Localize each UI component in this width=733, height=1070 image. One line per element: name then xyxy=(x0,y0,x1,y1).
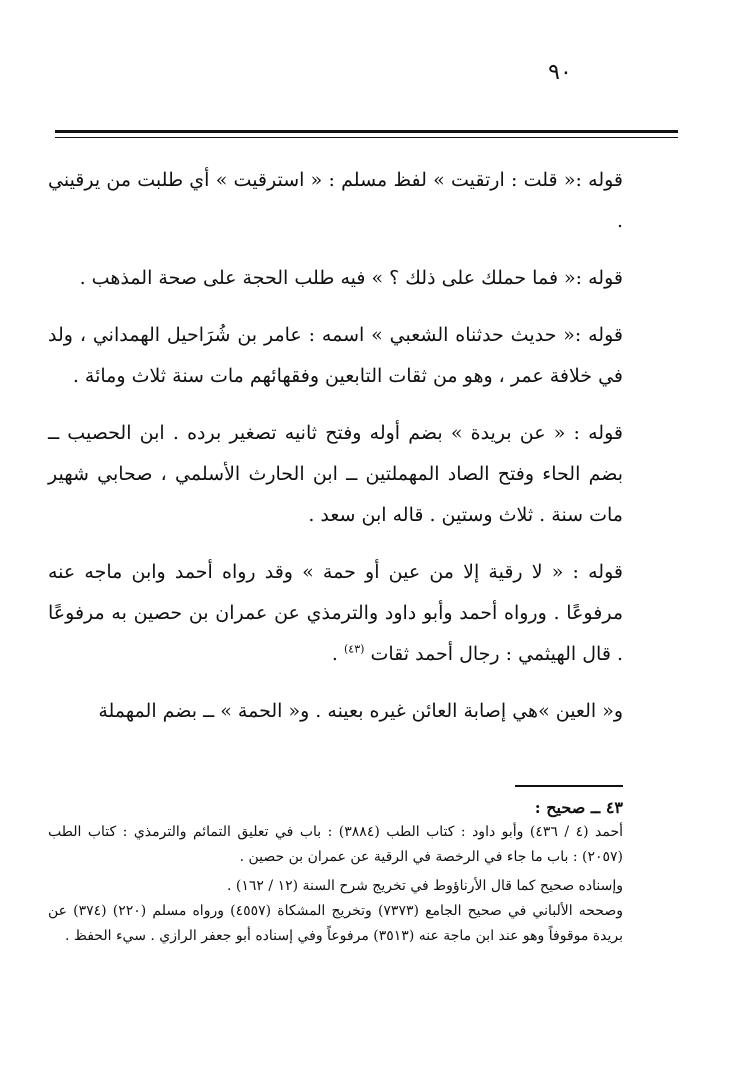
paragraph-2: قوله :« فما حملك على ذلك ؟ » فيه طلب الحجة على صحة المذهب . xyxy=(79,267,623,289)
header-rule-thick xyxy=(55,130,678,133)
paragraph-5: قوله : « لا رقية إلا من عين أو حمة » وقد رواه أحمد وابن ماجه عنه مرفوعًا . ورواه أحمد وأبو داود والترمذي عن عمران بن حصين به مرفوعًا . قال الهيثمي : رجال أحمد ثقات $^{(٤٣)}$ . xyxy=(48,561,623,665)
footnote-line-3: وصححه الألباني في صحيح الجامع (٧٣٧٣) وتخريج المشكاة (٤٥٥٧) ورواه مسلم (٢٢٠) (٣٧٤) عن بريدة موقوفاً وهو عند ابن ماجة عنه (٣٥١٣) مرفوعاً وفي إسناده أبو جعفر الرازي . سيء الحفظ . xyxy=(48,903,623,944)
paragraph-4: قوله : « عن بريدة » بضم أوله وفتح ثانيه تصغير برده . ابن الحصيب ــ بضم الحاء وفتح الصاد المهملتين ــ ابن الحارث الأسلمي ، صحابي شهير مات سنة . ثلاث وستين . قاله ابن سعد . xyxy=(48,422,623,526)
paragraph-1: قوله :« قلت : ارتقيت » لفظ مسلم : « استرقيت » أي طلبت من يرقيني . xyxy=(48,169,623,232)
footnote-separator xyxy=(515,785,623,787)
paragraph-5-text: قوله : « لا رقية إلا من عين أو حمة » وقد رواه أحمد وابن ماجه عنه مرفوعًا . ورواه أحمد وأبو داود والترمذي عن عمران بن حصين به مرفوعًا . قال الهيثمي : رجال أحمد ثقات xyxy=(48,561,623,665)
paragraph-6: و« العين »هي إصابة العائن غيره بعينه . و« الحمة » ــ بضم المهملة xyxy=(98,700,623,722)
footnote-heading: ٤٣ ــ صحيح : xyxy=(534,798,623,817)
paragraph-3: قوله :« حديث حدثناه الشعبي » اسمه : عامر بن شُرَاحيل الهمداني ، ولد في خلافة عمر ، وهو من ثقات التابعين وفقهائهم مات سنة ثلاث ومائة . xyxy=(48,324,623,387)
page-number: ٩٠ xyxy=(548,60,572,85)
header-rule-thin xyxy=(55,137,678,138)
footnote-line-2: وإسناده صحيح كما قال الأرناؤوط في تخريج شرح السنة (١٢ / ١٦٢) . xyxy=(227,878,623,894)
main-text xyxy=(48,160,623,748)
footnote-line-1: أحمد (٤ / ٤٣٦) وأبو داود : كتاب الطب (٣٨٨٤) : باب في تعليق التمائم والترمذي : كتاب الطب (٢٠٥٧) : باب ما جاء في الرخصة في الرقية عن عمران بن حصين . xyxy=(48,824,623,865)
footnote-reference: (٤٣) xyxy=(343,642,365,656)
footnotes xyxy=(48,795,623,949)
